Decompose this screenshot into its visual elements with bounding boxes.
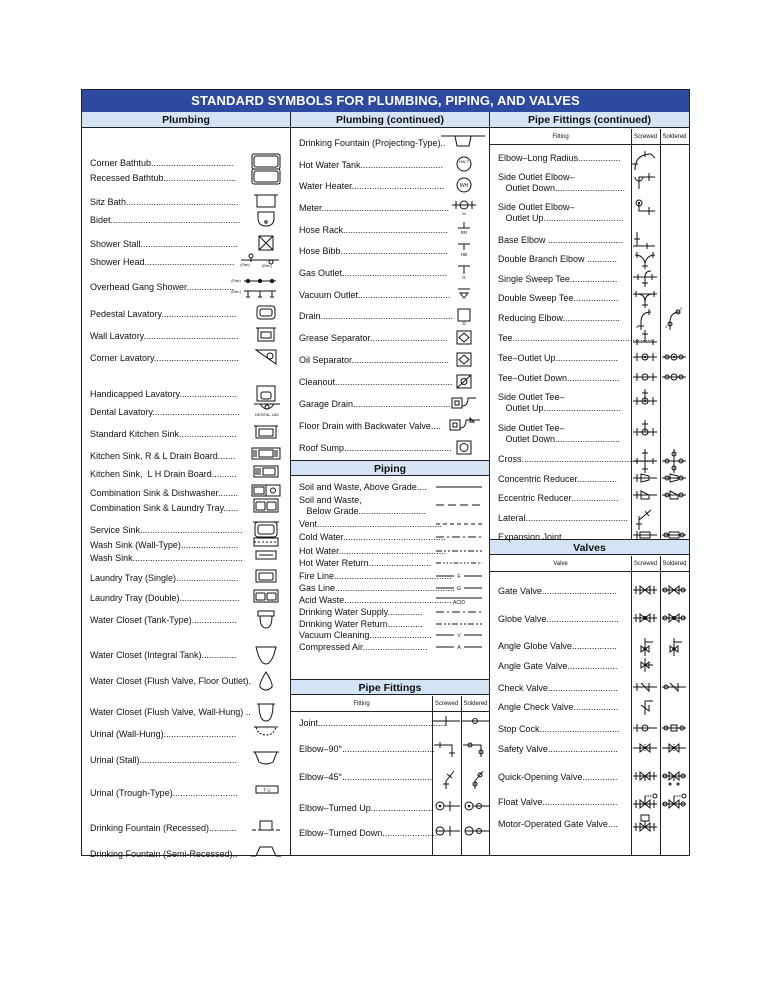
plumbing-item-label: Shower Head....................................: [90, 257, 235, 267]
elbow-90-icon-soldered: [461, 739, 490, 763]
garage-drain-icon: [448, 394, 480, 414]
laundry-tray-double-icon: [250, 588, 282, 608]
corner-lavatory-icon: [250, 348, 282, 368]
side-outlet-elbow-up-icon-soldered: [660, 197, 689, 221]
gas-outlet-icon: [448, 263, 480, 283]
soldered-col-label: Soldered: [662, 134, 687, 140]
pipe-line-letter: [436, 629, 482, 641]
piping-item-label: Vacuum Cleaning.........................: [299, 630, 432, 640]
piping-item-label: Acid Waste...........................................: [299, 595, 452, 605]
angle-globe-valve-icon-screwed: [631, 636, 660, 658]
plumbing-item-label: Bidet....................................................: [90, 215, 241, 225]
plumbing-item-label: Water Closet (Tank-Type)..................: [90, 615, 237, 625]
plumbing-item-label: Pedestal Lavatory..............................: [90, 309, 237, 319]
svg-text:A: A: [457, 645, 461, 651]
piping-header: Piping: [291, 460, 489, 476]
pipe-line-dwsupply: [436, 606, 482, 618]
plumbing-item-label: Recessed Bathtub.............................: [90, 173, 237, 183]
pipe-fitting-label: Eccentric Reducer...................: [498, 493, 619, 503]
elbow-turned-down-icon-soldered: [461, 823, 490, 847]
svg-text:RR: RR: [460, 230, 468, 235]
roof-sump-icon: [448, 438, 480, 458]
plumbing-continued-item-label: Hose Rack..........................................: [299, 225, 449, 235]
fitting-col-label: Fitting: [552, 134, 569, 140]
side-outlet-tee-up-icon-soldered: [660, 387, 689, 411]
pipe-line-dash: [436, 499, 482, 511]
pipe-line-dash-dot-dot: [436, 545, 482, 557]
shower-stall-icon: [250, 234, 282, 254]
plumbing-continued-item-label: Drinking Fountain (Projecting-Type)..: [299, 138, 446, 148]
svg-text:WH: WH: [459, 183, 469, 189]
plumbing-continued-item-label: Oil Separator.......................................: [299, 355, 450, 365]
recessed-bathtub-icon: [250, 168, 282, 188]
pipe-fitting-label: Base Elbow ..............................: [498, 235, 624, 245]
water-closet-integral-icon: [250, 645, 282, 665]
piping-item-label: Soil and Waste, Below Grade...........................: [299, 495, 427, 516]
svg-text:4: 4: [665, 324, 668, 329]
kitchen-sink-lh-icon: [250, 464, 282, 484]
expansion-joint-icon-screwed: [631, 527, 660, 551]
plumbing-header: Plumbing: [82, 112, 290, 128]
quick-opening-valve-icon-screwed: [631, 767, 660, 789]
joint-icon-screwed: [432, 713, 461, 737]
plumbing-item-label: Laundry Tray (Double)........................: [90, 593, 240, 603]
pipe-fitting-label: Elbow–90°.....................................: [299, 744, 435, 754]
plumbing-column: [82, 112, 291, 859]
pipe-fitting-label: Double Branch Elbow ............: [498, 254, 618, 264]
svg-text:M: M: [462, 211, 466, 216]
plumbing-item-label: Corner Lavatory..................................: [90, 353, 239, 363]
pipe-fittings-header: Pipe Fittings: [291, 679, 489, 695]
plumbing-continued-item-label: Hose Bibb...........................................: [299, 246, 449, 256]
floor-drain-backwater-icon: [446, 416, 486, 436]
overhead-gang-shower-icon: [232, 277, 282, 301]
piping-item-label: Vent..................................................: [299, 519, 443, 529]
joint-icon-soldered: [461, 713, 490, 737]
valve-label: Quick-Opening Valve..............: [498, 772, 618, 782]
plumbing-item-label: Kitchen Sink, L H Drain Board..........: [90, 469, 237, 479]
plumbing-item-label: Urinal (Trough-Type)..........................: [90, 788, 238, 798]
globe-valve-icon-screwed: [631, 609, 660, 631]
pipe-fitting-label: Single Sweep Tee...................: [498, 274, 618, 284]
kitchen-sink-rl-icon: [250, 446, 282, 466]
soldered-col-label: Soldered: [463, 701, 488, 707]
piping-item-label: Hot Water Return.........................: [299, 558, 432, 568]
fountain-semi-recessed-icon: [250, 844, 282, 864]
sitz-bath-icon: [250, 192, 282, 212]
pipe-fittings-subheader: [291, 696, 489, 712]
handicapped-lavatory-icon: [250, 384, 282, 404]
water-closet-tank-icon: [250, 610, 282, 630]
svg-text:T U: T U: [263, 787, 271, 793]
elbow-turned-up-icon-screwed: [432, 798, 461, 822]
plumbing-continued-column: [291, 112, 490, 855]
pipe-line-acid: [436, 594, 482, 606]
plumbing-continued-item-label: Gas Outlet..........................................: [299, 268, 448, 278]
motor-gate-valve-icon-soldered: [660, 814, 689, 836]
urinal-stall-icon: [250, 750, 282, 770]
safety-valve-icon-soldered: [660, 739, 689, 761]
angle-check-valve-icon-soldered: [660, 697, 689, 719]
piping-item-label: Hot Water...........................................: [299, 546, 447, 556]
plumbing-continued-header: Plumbing (continued): [291, 112, 489, 128]
piping-item-label: Soil and Waste, Above Grade....: [299, 482, 427, 492]
gate-valve-icon-screwed: [631, 581, 660, 603]
screwed-col-label: Screwed: [633, 561, 658, 567]
plumbing-item-label: Water Closet (Flush Valve, Wall-Hung) ..: [90, 707, 251, 717]
plumbing-item-label: Combination Sink & Dishwasher........: [90, 488, 239, 498]
plumbing-item-label: Overhead Gang Shower...................: [90, 282, 235, 292]
pipe-fittings-continued-header: Pipe Fittings (continued): [490, 112, 689, 128]
elbow-turned-up-icon-soldered: [461, 798, 490, 822]
vacuum-outlet-icon: [448, 285, 480, 305]
pipe-fitting-label: Lateral.........................................: [498, 513, 629, 523]
float-valve-icon-soldered: [660, 792, 689, 814]
pipe-fittings-continued-column: [490, 112, 689, 855]
side-outlet-elbow-up-icon-screwed: [631, 197, 660, 221]
svg-text:G: G: [462, 275, 466, 280]
elbow-45-icon-soldered: [461, 767, 490, 791]
valve-label: Stop Cock................................: [498, 724, 620, 734]
plumbing-item-label: Corner Bathtub.................................: [90, 158, 234, 168]
svg-text:2: 2: [680, 306, 683, 311]
valve-label: Globe Valve.............................: [498, 614, 619, 624]
shower-head-icon: [239, 252, 283, 272]
angle-gate-valve-icon-soldered: [660, 656, 689, 678]
pipe-fitting-label: Elbow–Turned Down......................: [299, 828, 438, 838]
angle-gate-valve-icon-screwed: [631, 656, 660, 678]
pipe-fitting-label: Side Outlet Tee– Outlet Up...............................: [498, 392, 622, 413]
plumbing-continued-item-label: Hot Water Tank.................................: [299, 160, 444, 170]
piping-item-label: Cold Water.........................................: [299, 532, 446, 542]
valves-header: Valves: [490, 539, 689, 555]
pipe-fitting-label: Double Sweep Tee..................: [498, 293, 619, 303]
pipe-fitting-label: Expansion Joint .......................: [498, 532, 622, 542]
valve-col-label: Valve: [553, 561, 568, 567]
plumbing-continued-item-label: Water Heater.....................................: [299, 181, 445, 191]
motor-gate-valve-icon-screwed: [631, 814, 660, 836]
plumbing-item-label: Drinking Fountain (Semi-Recessed)..: [90, 849, 238, 859]
dental-lavatory-icon: [250, 402, 282, 422]
pipe-line-letter: [436, 582, 482, 594]
screwed-col-label: Screwed: [434, 701, 459, 707]
svg-text:HB: HB: [460, 252, 468, 257]
side-outlet-tee-up-icon-screwed: [631, 387, 660, 411]
urinal-wall-icon: [250, 724, 282, 744]
angle-check-valve-icon-screwed: [631, 697, 660, 719]
pipe-line-dash-dot-dot-dot: [436, 557, 482, 569]
meter-icon: [448, 198, 480, 218]
side-outlet-tee-down-icon-screwed: [631, 418, 660, 442]
sink-laundry-icon: [250, 498, 282, 518]
plumbing-continued-item-label: Roof Sump...........................................: [299, 443, 452, 453]
svg-text:D: D: [462, 321, 466, 326]
pipe-fitting-label: Side Outlet Tee– Outlet Down..........................: [498, 423, 621, 444]
svg-text:F: F: [457, 574, 461, 580]
safety-valve-icon-screwed: [631, 739, 660, 761]
plumbing-continued-item-label: Drain.....................................................: [299, 311, 454, 321]
plumbing-item-label: Urinal (Wall-Hung).............................: [90, 729, 237, 739]
laundry-tray-single-icon: [250, 568, 282, 588]
plumbing-item-label: Standard Kitchen Sink.......................: [90, 429, 237, 439]
water-closet-flush-floor-icon: [250, 671, 282, 691]
svg-text:V: V: [457, 633, 461, 639]
pipe-line-letter: [436, 570, 482, 582]
side-outlet-tee-down-icon-soldered: [660, 418, 689, 442]
piping-item-label: Drinking Water Supply..............: [299, 607, 423, 617]
plumbing-item-label: Dental Lavatory...................................: [90, 407, 240, 417]
side-outlet-elbow-down-icon-screwed: [631, 167, 660, 191]
plumbing-item-label: Shower Stall.......................................: [90, 239, 239, 249]
pipe-fitting-label: Reducing Elbow.......................: [498, 313, 621, 323]
wall-lavatory-icon: [250, 326, 282, 346]
valve-label: Safety Valve............................: [498, 744, 618, 754]
pipe-fitting-label: Elbow–45°....................................: [299, 772, 433, 782]
hose-rack-icon: [448, 220, 480, 240]
valve-label: Angle Check Valve..................: [498, 702, 619, 712]
plumbing-item-label: Wash Sink............................................: [90, 553, 243, 563]
valve-label: Motor-Operated Gate Valve....: [498, 819, 618, 829]
angle-globe-valve-icon-soldered: [660, 636, 689, 658]
svg-text:(Plan): (Plan): [240, 263, 250, 267]
pipe-fitting-label: Joint...................................................: [299, 718, 446, 728]
gate-valve-icon-soldered: [660, 581, 689, 603]
pipe-fitting-label: Concentric Reducer................: [498, 474, 618, 484]
valve-label: Angle Globe Valve..................: [498, 641, 617, 651]
svg-text:4: 4: [636, 324, 639, 329]
plumbing-continued-item-label: Grease Separator...............................: [299, 333, 448, 343]
bidet-icon: [250, 210, 282, 230]
pipe-fitting-label: Cross....................................................: [498, 454, 652, 464]
page-title: STANDARD SYMBOLS FOR PLUMBING, PIPING, AND VALVES: [82, 90, 689, 112]
elbow-90-icon-screwed: [432, 739, 461, 763]
quick-opening-valve-icon-soldered: [660, 767, 689, 789]
float-valve-icon-screwed: [631, 792, 660, 814]
valve-label: Check Valve............................: [498, 683, 618, 693]
drain-icon: [448, 306, 480, 326]
pipe-fitting-label: Tee–Outlet Down.....................: [498, 373, 620, 383]
plumbing-continued-item-label: Vacuum Outlet.....................................: [299, 290, 451, 300]
pipe-line-solid: [436, 481, 482, 493]
hot-water-tank-icon: [448, 155, 480, 175]
plumbing-continued-item-label: Cleanout...............................................: [299, 377, 453, 387]
fitting-col-label: Fitting: [353, 701, 370, 707]
plumbing-item-label: Service Sink.........................................: [90, 525, 243, 535]
fountain-recessed-icon: [250, 818, 282, 838]
valve-label: Float Valve..............................: [498, 797, 618, 807]
elbow-45-icon-screwed: [432, 767, 461, 791]
valve-label: Angle Gate Valve....................: [498, 661, 618, 671]
water-closet-flush-wall-icon: [250, 702, 282, 722]
piping-item-label: Gas Line................................................: [299, 583, 456, 593]
svg-text:HW T: HW T: [458, 159, 470, 164]
expansion-joint-icon-soldered: [660, 527, 689, 551]
plumbing-continued-item-label: Meter...................................................: [299, 203, 450, 213]
hose-bibb-icon: [448, 241, 480, 261]
svg-text:G: G: [457, 586, 461, 592]
soldered-col-label: Soldered: [662, 561, 687, 567]
stop-cock-icon-soldered: [660, 719, 689, 741]
piping-item-label: Fire Line...............................................: [299, 571, 452, 581]
piping-item-label: Drinking Water Return..............: [299, 619, 423, 629]
pipe-fitting-label: Tee........................................................: [498, 333, 653, 343]
plumbing-item-label: Laundry Tray (Single).........................: [90, 573, 239, 583]
plumbing-item-label: Handicapped Lavatory.......................: [90, 389, 237, 399]
plumbing-item-label: Water Closet (Integral Tank)..............: [90, 650, 237, 660]
pipe-line-dash-dot: [436, 531, 482, 543]
plumbing-item-label: Kitchen Sink, R & L Drain Board.......: [90, 451, 236, 461]
symbols-sheet: [81, 89, 690, 859]
plumbing-item-label: Drinking Fountain (Recessed)...........: [90, 823, 237, 833]
plumbing-item-label: Water Closet (Flush Valve, Floor Outlet).: [90, 676, 252, 686]
plumbing-item-label: Wash Sink (Wall-Type).......................: [90, 540, 239, 550]
pipe-fitting-label: Tee–Outlet Up.........................: [498, 353, 619, 363]
pipe-fitting-label: Elbow–Long Radius.................: [498, 153, 621, 163]
svg-text:(Plan): (Plan): [231, 279, 241, 283]
grease-separator-icon: [448, 328, 480, 348]
oil-separator-icon: [448, 350, 480, 370]
urinal-trough-icon: [250, 783, 282, 803]
plumbing-item-label: Urinal (Stall).......................................: [90, 755, 238, 765]
pipe-fitting-label: Side Outlet Elbow– Outlet Down............................: [498, 172, 626, 193]
valve-label: Gate Valve..............................: [498, 586, 617, 596]
screwed-col-label: Screwed: [633, 134, 658, 140]
pipe-fitting-label: Elbow–Turned Up.........................: [299, 803, 434, 813]
svg-text:(Elev.): (Elev.): [262, 264, 272, 268]
plumbing-item-label: Wall Lavatory......................................: [90, 331, 239, 341]
pipe-line-short-dash: [436, 518, 482, 530]
pipe-fitting-label: Side Outlet Elbow– Outlet Up................................: [498, 202, 624, 223]
svg-text:(Elev.): (Elev.): [231, 290, 241, 294]
svg-text:ACID: ACID: [453, 600, 465, 606]
plumbing-continued-item-label: Floor Drain with Backwater Valve....: [299, 421, 441, 431]
elbow-turned-down-icon-screwed: [432, 823, 461, 847]
kitchen-sink-icon: [250, 424, 282, 444]
pedestal-lavatory-icon: [250, 304, 282, 324]
globe-valve-icon-soldered: [660, 609, 689, 631]
side-outlet-elbow-down-icon-soldered: [660, 167, 689, 191]
wash-sink-icon: [250, 548, 282, 568]
svg-text:DENTAL LAV: DENTAL LAV: [255, 412, 279, 417]
stop-cock-icon-screwed: [631, 719, 660, 741]
plumbing-continued-item-label: Garage Drain........................................: [299, 399, 454, 409]
water-heater-icon: [448, 176, 480, 196]
pipe-line-letter: [436, 641, 482, 653]
plumbing-item-label: Sitz Bath.............................................: [90, 197, 239, 207]
plumbing-item-label: Combination Sink & Laundry Tray......: [90, 503, 239, 513]
cleanout-icon: [448, 372, 480, 392]
fountain-projecting-icon: [441, 133, 485, 153]
piping-item-label: Compressed Air..........................: [299, 642, 428, 652]
